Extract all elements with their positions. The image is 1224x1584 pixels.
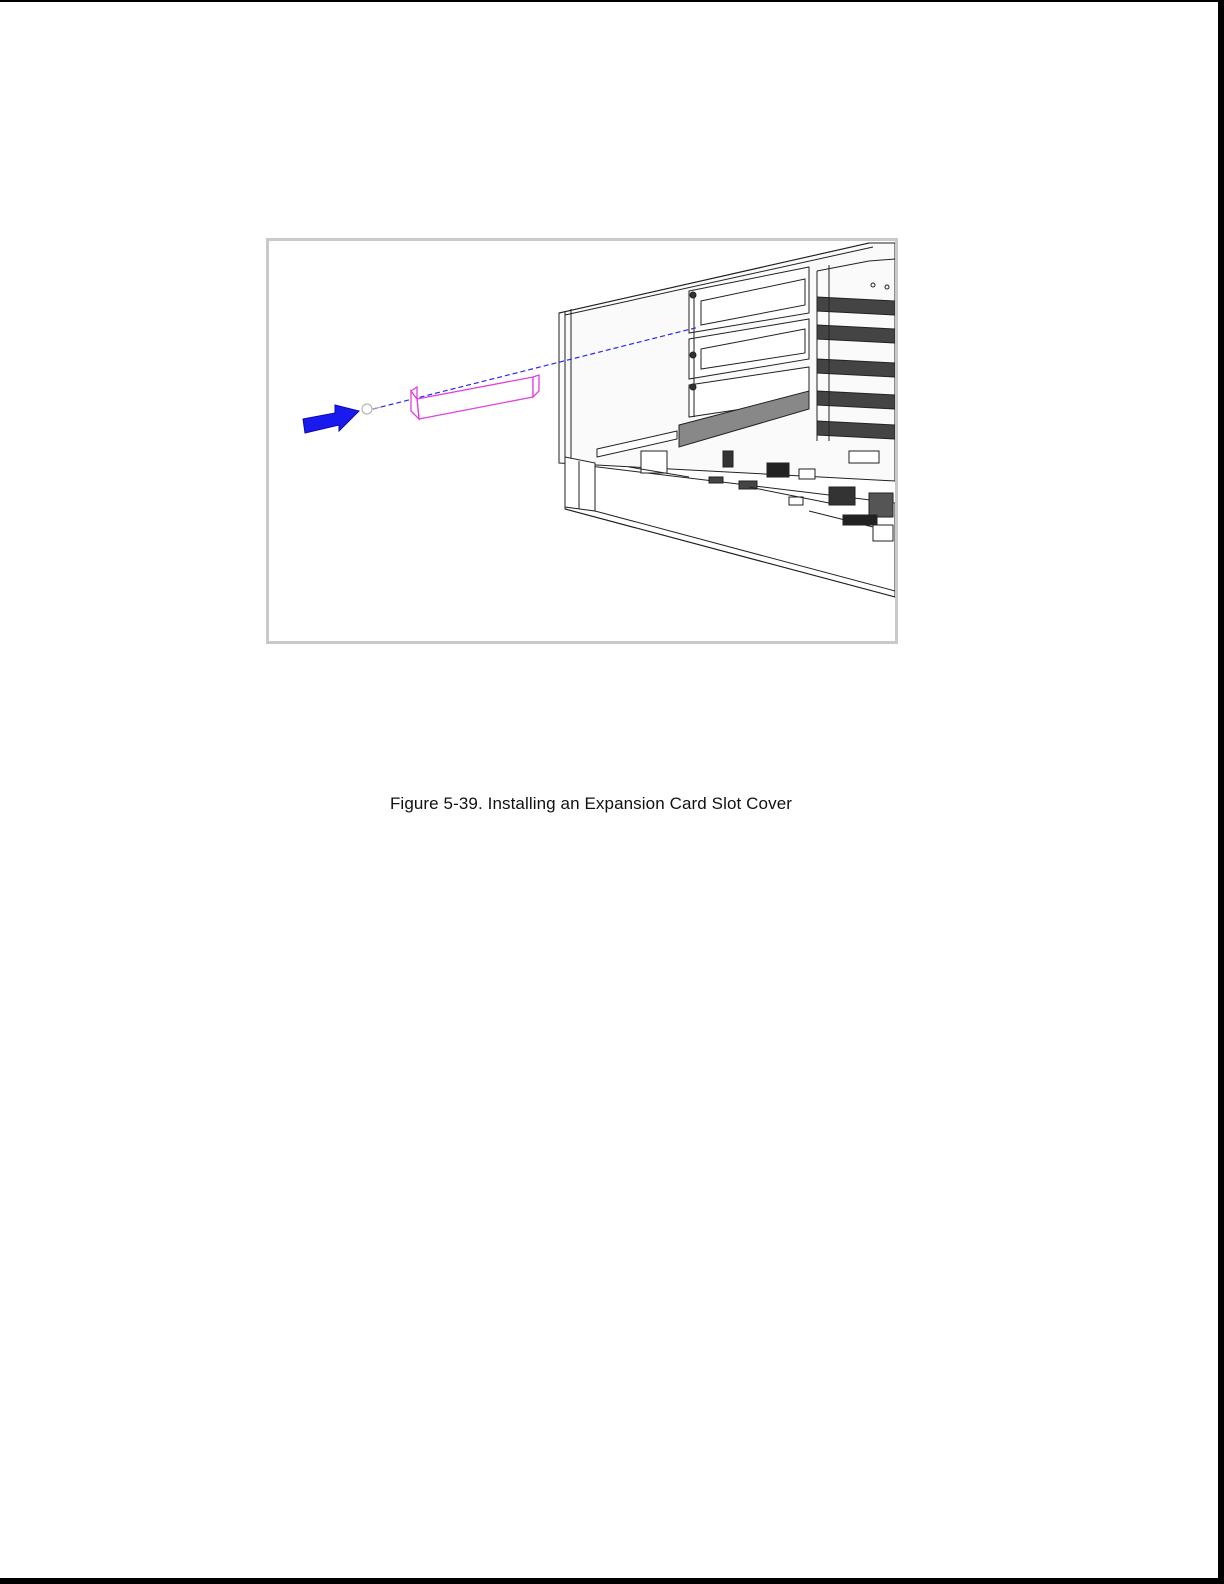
expansion-slot-openings — [689, 267, 809, 417]
screw-icon — [362, 404, 381, 414]
figure-caption: Figure 5-39. Installing an Expansion Card Slot Cover — [389, 794, 793, 813]
slot-cover — [411, 375, 539, 419]
insert-direction-arrow-icon — [303, 405, 359, 433]
figure-illustration — [266, 238, 898, 644]
chassis-drawing — [269, 241, 895, 641]
